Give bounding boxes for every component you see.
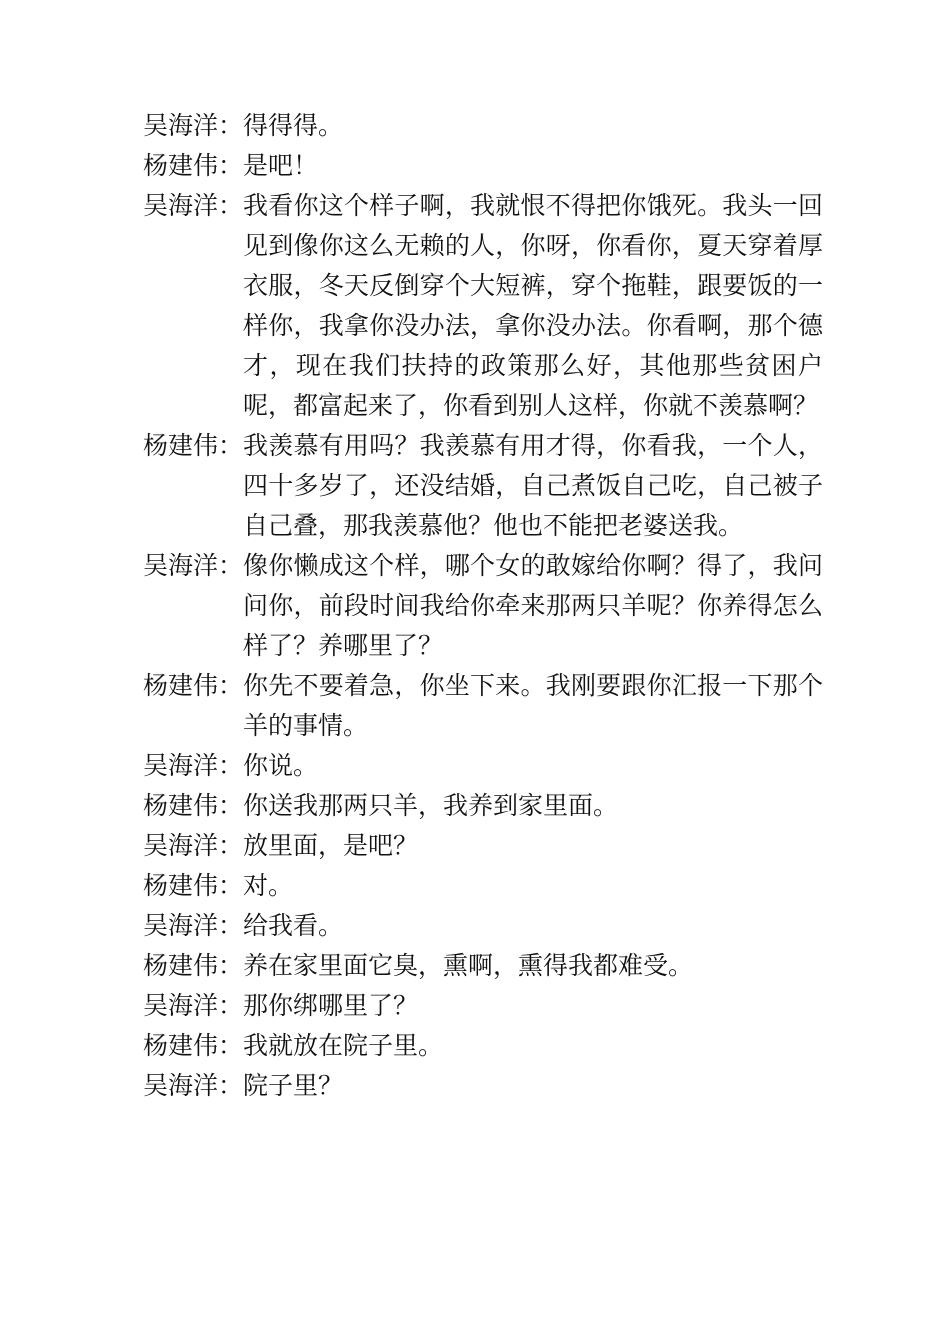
spoken-text: 院子里？ [243,1071,344,1100]
speaker-name: 吴海洋： [143,551,244,580]
spoken-text: 养在家里面它臭，熏啊，熏得我都难受。 [243,951,694,980]
spoken-text: 你送我那两只羊，我养到家里面。 [243,791,619,820]
spoken-text: 像你懒成这个样，哪个女的敢嫁给你啊？得了，我问问你，前段时间我给你牵来那两只羊呢？你养得怎么样了？养哪里了？ [243,551,823,660]
dialogue-line [143,786,823,826]
speaker-name: 杨建伟： [143,1031,244,1060]
dialogue-transcript [143,106,823,1106]
speaker-name: 吴海洋： [143,111,244,140]
dialogue-line [143,546,823,666]
dialogue-line [143,186,823,426]
dialogue-line [143,866,823,906]
speaker-name: 杨建伟： [143,951,244,980]
dialogue-line [143,746,823,786]
spoken-text: 给我看。 [243,911,344,940]
speaker-name: 吴海洋： [143,991,244,1020]
dialogue-line [143,826,823,866]
speaker-name: 杨建伟： [143,431,244,460]
dialogue-line [143,1066,823,1106]
spoken-text: 那你绑哪里了？ [243,991,419,1020]
dialogue-line [143,1026,823,1066]
dialogue-line [143,426,823,546]
dialogue-line [143,946,823,986]
speaker-name: 杨建伟： [143,151,244,180]
dialogue-line [143,986,823,1026]
speaker-name: 吴海洋： [143,831,244,860]
speaker-name: 吴海洋： [143,1071,244,1100]
spoken-text: 得得得。 [243,111,344,140]
dialogue-line [143,666,823,746]
dialogue-line [143,146,823,186]
spoken-text: 我就放在院子里。 [243,1031,444,1060]
dialogue-line [143,106,823,146]
spoken-text: 你先不要着急，你坐下来。我刚要跟你汇报一下那个羊的事情。 [243,671,823,740]
spoken-text: 放里面，是吧？ [243,831,419,860]
spoken-text: 我羡慕有用吗？我羡慕有用才得，你看我，一个人，四十多岁了，还没结婚，自己煮饭自己吃，自己被子自己叠，那我羡慕他？他也不能把老婆送我。 [243,431,823,540]
spoken-text: 是吧！ [243,151,319,180]
speaker-name: 杨建伟： [143,871,244,900]
spoken-text: 对。 [243,871,294,900]
speaker-name: 吴海洋： [143,751,244,780]
spoken-text: 我看你这个样子啊，我就恨不得把你饿死。我头一回见到像你这么无赖的人，你呀，你看你，夏天穿着厚衣服，冬天反倒穿个大短裤，穿个拖鞋，跟要饭的一样你，我拿你没办法，拿你没办法。你看啊，那个德才，现在我们扶持的政策那么好，其他那些贫困户呢，都富起来了，你看到别人这样，你就不羡慕啊？ [243,191,823,420]
speaker-name: 杨建伟： [143,791,244,820]
speaker-name: 杨建伟： [143,671,244,700]
dialogue-line [143,906,823,946]
speaker-name: 吴海洋： [143,911,244,940]
speaker-name: 吴海洋： [143,191,244,220]
spoken-text: 你说。 [243,751,319,780]
